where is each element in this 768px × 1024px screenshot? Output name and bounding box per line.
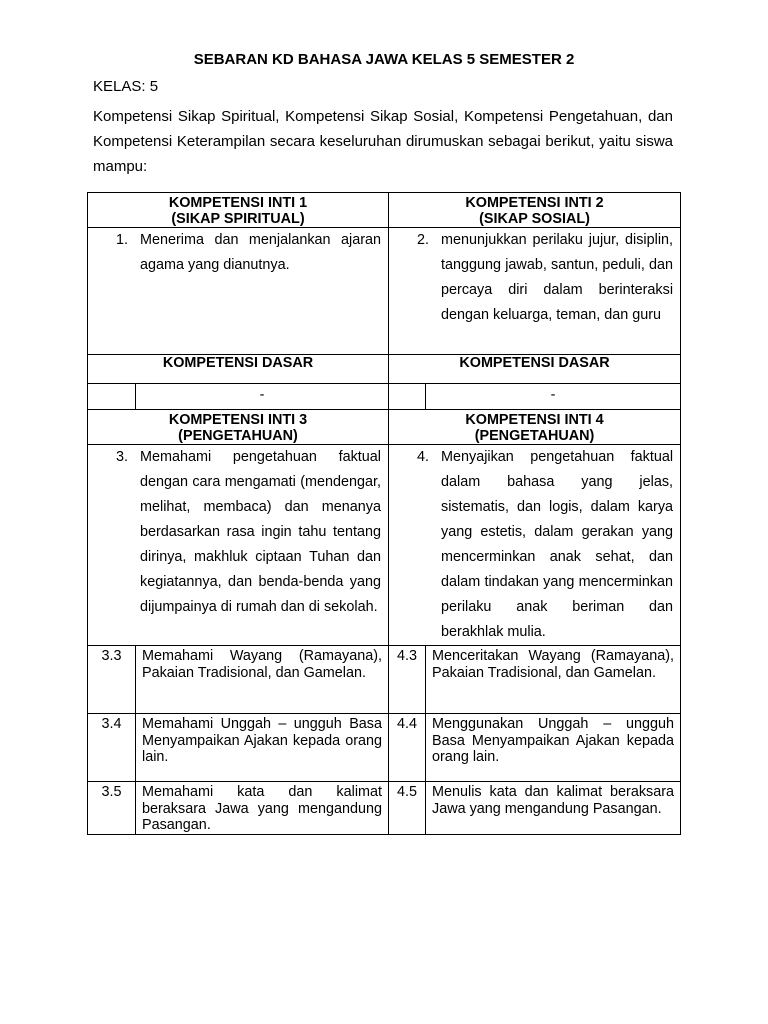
ki1-title: KOMPETENSI INTI 1 [168, 195, 308, 211]
kd-code-right: 4.4 [389, 714, 426, 782]
kd-text-left: Memahami kata dan kalimat beraksara Jawa yang mengandung Pasangan. [136, 782, 389, 835]
kd-empty-row [88, 384, 681, 410]
ki2-title: KOMPETENSI INTI 2 [465, 195, 604, 211]
ki1-number: 1. [116, 232, 129, 248]
ki3-body [88, 445, 389, 646]
kd-code-right: 4.5 [389, 782, 426, 835]
kd-text-left: Memahami Wayang (Ramayana), Pakaian Tradisional, dan Gamelan. [136, 646, 389, 714]
ki-header-row-2 [88, 410, 681, 445]
ki4-number: 4. [417, 449, 430, 465]
kd-row [88, 646, 681, 714]
kd-text-right: Menulis kata dan kalimat beraksara Jawa yang mengandung Pasangan. [426, 782, 681, 835]
kd-code-left: 3.5 [88, 782, 136, 835]
kd-row [88, 782, 681, 835]
ki2-text: menunjukkan perilaku jujur, disiplin, tanggung jawab, santun, peduli, dan percaya diri dalam berinteraksi dengan keluarga, teman, dan guru [441, 232, 674, 323]
ki1-text: Menerima dan menjalankan ajaran agama yang dianutnya. [140, 232, 382, 273]
empty-code-left [88, 384, 136, 410]
ki2-number: 2. [417, 232, 430, 248]
document-title: SEBARAN KD BAHASA JAWA KELAS 5 SEMESTER 2 [193, 51, 575, 68]
ki2-header [389, 193, 681, 228]
kd-row [88, 714, 681, 782]
kd-code-left: 3.4 [88, 714, 136, 782]
ki3-header [88, 410, 389, 445]
kd-code-left: 3.3 [88, 646, 136, 714]
ki1-subtitle: (SIKAP SPIRITUAL) [171, 211, 305, 227]
empty-code-right [389, 384, 426, 410]
kd-code-right: 4.3 [389, 646, 426, 714]
ki-body-row-2 [88, 445, 681, 646]
kd-header-right: KOMPETENSI DASAR [389, 355, 681, 384]
ki4-header [389, 410, 681, 445]
kd-text-right: Menceritakan Wayang (Ramayana), Pakaian Tradisional, dan Gamelan. [426, 646, 681, 714]
class-label: KELAS: 5 [93, 78, 159, 95]
competency-table [87, 192, 681, 835]
ki3-number: 3. [116, 449, 129, 465]
dash-left: - [136, 384, 389, 410]
ki3-title: KOMPETENSI INTI 3 [168, 412, 308, 428]
ki3-subtitle: (PENGETAHUAN) [178, 428, 298, 444]
ki-body-row-1 [88, 228, 681, 355]
ki1-header [88, 193, 389, 228]
ki4-title: KOMPETENSI INTI 4 [465, 412, 604, 428]
ki1-body [88, 228, 389, 355]
intro-paragraph: Kompetensi Sikap Spiritual, Kompetensi Sikap Sosial, Kompetensi Pengetahuan, dan Kompetensi Keterampilan secara keseluruhan dirumuskan sebagai berikut, yaitu siswa mampu: [93, 108, 673, 175]
ki2-subtitle: (SIKAP SOSIAL) [479, 211, 590, 227]
ki2-body [389, 228, 681, 355]
ki4-subtitle: (PENGETAHUAN) [474, 428, 595, 444]
kd-header-row [88, 355, 681, 384]
dash-right: - [426, 384, 681, 410]
kd-text-left: Memahami Unggah – ungguh Basa Menyampaikan Ajakan kepada orang lain. [136, 714, 389, 782]
kd-header-left: KOMPETENSI DASAR [88, 355, 389, 384]
kd-text-right: Menggunakan Unggah – ungguh Basa Menyampaikan Ajakan kepada orang lain. [426, 714, 681, 782]
ki4-text: Menyajikan pengetahuan faktual dalam bahasa yang jelas, sistematis, dan logis, dalam karya yang estetis, dalam gerakan yang mencerminkan anak sehat, dan dalam tindakan yang mencerminkan perilaku anak beriman dan berakhlak mulia. [441, 449, 674, 640]
ki4-body [389, 445, 681, 646]
ki3-text: Memahami pengetahuan faktual dengan cara mengamati (mendengar, melihat, membaca) dan menanya berdasarkan rasa ingin tahu tentang dirinya, makhluk ciptaan Tuhan dan kegiatannya, dan benda-benda yang dijumpainya di rumah dan di sekolah. [140, 449, 382, 615]
ki-header-row-1 [88, 193, 681, 228]
